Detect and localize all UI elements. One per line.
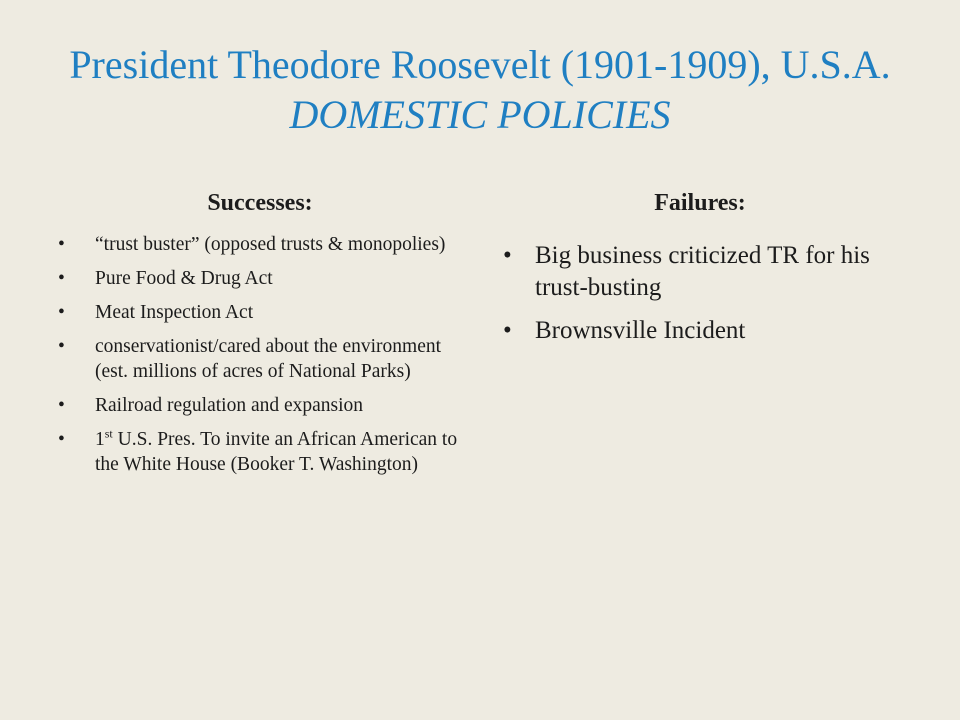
list-item — [58, 266, 473, 291]
successes-list — [58, 232, 473, 486]
bullet-icon: • — [58, 268, 65, 289]
failures-heading: Failures: — [654, 190, 746, 216]
ordinal-number: 1 — [95, 429, 105, 450]
list-item-text: conservationist/cared about the environment (est. millions of acres of National Parks) — [95, 336, 442, 382]
failures-list — [503, 240, 923, 358]
list-item — [58, 232, 473, 257]
list-item — [58, 334, 473, 384]
list-item-text: Meat Inspection Act — [95, 302, 254, 323]
list-item — [58, 393, 473, 418]
list-item — [503, 315, 923, 347]
bullet-icon: • — [58, 429, 65, 450]
bullet-icon: • — [503, 317, 512, 344]
list-item-text: Brownsville Incident — [535, 317, 746, 344]
list-item-text: “trust buster” (opposed trusts & monopolies) — [95, 234, 446, 255]
bullet-icon: • — [58, 336, 65, 357]
bullet-icon: • — [58, 395, 65, 416]
title-line-2: DOMESTIC POLICIES — [289, 92, 671, 137]
bullet-icon: • — [58, 234, 65, 255]
list-item-text: U.S. Pres. To invite an African American to the White House (Booker T. Washington) — [95, 429, 458, 475]
list-item-text: Railroad regulation and expansion — [95, 395, 364, 416]
bullet-icon: • — [503, 242, 512, 269]
ordinal-suffix: st — [104, 426, 113, 441]
bullet-icon: • — [58, 302, 65, 323]
list-item — [58, 427, 473, 477]
list-item — [58, 300, 473, 325]
slide-title — [0, 40, 960, 140]
list-item-text: Pure Food & Drug Act — [95, 268, 273, 289]
successes-heading: Successes: — [207, 190, 313, 216]
list-item — [503, 240, 923, 304]
list-item-text: Big business criticized TR for his trust-busting — [535, 242, 870, 301]
title-line-1: President Theodore Roosevelt (1901-1909), U.S.A. — [69, 42, 891, 87]
